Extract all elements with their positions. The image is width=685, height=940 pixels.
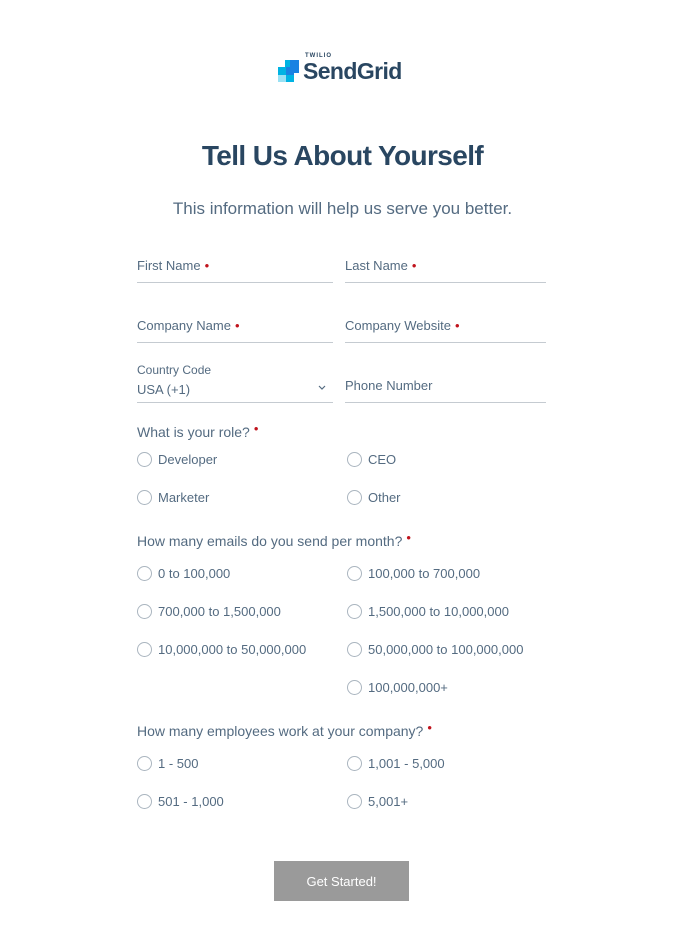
radio-circle-icon xyxy=(347,604,362,619)
logo-square-icon xyxy=(278,67,286,75)
required-marker: • xyxy=(234,318,240,333)
role-option-ceo[interactable]: CEO xyxy=(347,450,396,468)
radio-circle-icon xyxy=(137,452,152,467)
radio-circle-icon xyxy=(347,756,362,771)
logo-square-icon xyxy=(278,75,286,82)
required-marker: • xyxy=(406,530,411,545)
role-option-developer[interactable]: Developer xyxy=(137,450,217,468)
required-marker: • xyxy=(427,720,432,735)
emails-option[interactable]: 50,000,000 to 100,000,000 xyxy=(347,640,523,658)
radio-circle-icon xyxy=(347,566,362,581)
employees-option[interactable]: 5,001+ xyxy=(347,792,408,810)
chevron-down-icon xyxy=(317,380,327,397)
required-marker: • xyxy=(454,318,460,333)
required-marker: • xyxy=(411,258,417,273)
sendgrid-logo xyxy=(277,52,407,86)
emails-option[interactable]: 100,000,000+ xyxy=(347,678,448,696)
company-name-label: Company Name • xyxy=(137,318,240,333)
radio-circle-icon xyxy=(347,680,362,695)
country-code-value: USA (+1) xyxy=(137,382,191,397)
logo-square-icon xyxy=(286,67,294,75)
radio-circle-icon xyxy=(137,604,152,619)
employees-option[interactable]: 1,001 - 5,000 xyxy=(347,754,445,772)
last-name-field[interactable] xyxy=(345,253,546,283)
logo-brand-text: SendGrid xyxy=(303,58,402,84)
emails-option[interactable]: 1,500,000 to 10,000,000 xyxy=(347,602,509,620)
employees-option[interactable]: 1 - 500 xyxy=(137,754,198,772)
get-started-button[interactable]: Get Started! xyxy=(274,861,409,901)
radio-circle-icon xyxy=(347,642,362,657)
role-option-marketer[interactable]: Marketer xyxy=(137,488,209,506)
role-question: What is your role? • xyxy=(137,421,259,440)
emails-option[interactable]: 0 to 100,000 xyxy=(137,564,230,582)
last-name-label: Last Name • xyxy=(345,258,417,273)
country-code-label: Country Code xyxy=(137,363,212,377)
required-marker: • xyxy=(253,421,259,436)
required-marker: • xyxy=(204,258,210,273)
logo-square-icon xyxy=(286,75,294,82)
radio-circle-icon xyxy=(347,794,362,809)
company-website-field[interactable] xyxy=(345,313,546,343)
country-code-select[interactable] xyxy=(137,380,333,403)
first-name-field[interactable] xyxy=(137,253,333,283)
logo-twilio-text: TWILIO xyxy=(305,53,332,59)
page-title: Tell Us About Yourself xyxy=(201,140,484,171)
emails-option[interactable]: 100,000 to 700,000 xyxy=(347,564,480,582)
radio-circle-icon xyxy=(347,490,362,505)
radio-circle-icon xyxy=(137,756,152,771)
phone-number-label: Phone Number xyxy=(345,378,433,393)
radio-circle-icon xyxy=(137,566,152,581)
company-website-label: Company Website • xyxy=(345,318,460,333)
role-option-other[interactable]: Other xyxy=(347,488,401,506)
radio-circle-icon xyxy=(347,452,362,467)
page-subtitle: This information will help us serve you better. xyxy=(172,199,513,218)
employees-option[interactable]: 501 - 1,000 xyxy=(137,792,224,810)
radio-circle-icon xyxy=(137,642,152,657)
company-name-field[interactable] xyxy=(137,313,333,343)
radio-circle-icon xyxy=(137,794,152,809)
employees-question: How many employees work at your company? • xyxy=(137,720,432,739)
first-name-label: First Name • xyxy=(137,258,210,273)
radio-circle-icon xyxy=(137,490,152,505)
emails-option[interactable]: 10,000,000 to 50,000,000 xyxy=(137,640,306,658)
phone-number-field[interactable] xyxy=(345,373,546,403)
emails-question: How many emails do you send per month? • xyxy=(137,530,411,549)
emails-option[interactable]: 700,000 to 1,500,000 xyxy=(137,602,281,620)
